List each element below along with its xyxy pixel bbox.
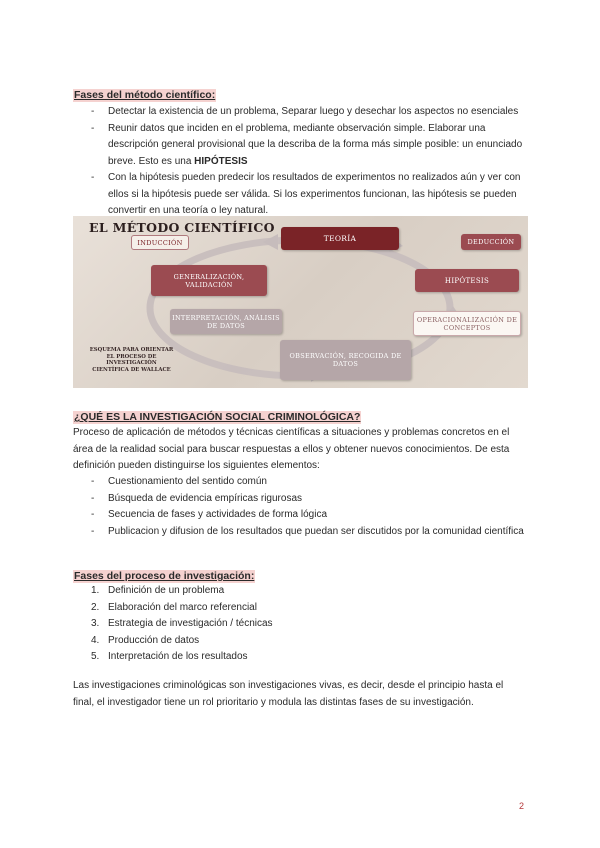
section-heading-fases: Fases del proceso de investigación: [74, 570, 255, 582]
list-item: - Con la hipótesis pueden predecir los resultados de experimentos no realizados aún y ver con ellos si la hipótesis puede ser válida. Si los experimentos funcionan, las hipótesis se pueden convertir en una teoría o ley natural. [108, 170, 526, 220]
observacion-box: OBSERVACIÓN, RECOGIDA DE DATOS [280, 340, 411, 380]
list-item: 5. Interpretación de los resultados [91, 651, 248, 662]
list-item: 3. Estrategia de investigación / técnicas [91, 618, 273, 629]
list-item: - Cuestionamiento del sentido común [108, 474, 526, 491]
hipotesis-box: HIPÓTESIS [415, 269, 519, 292]
definition-paragraph: Proceso de aplicación de métodos y técnicas científicas a situaciones y problemas concretos en el área de la realidad social para buscar respuestas a ellos y obtener nuevos conocimientos. De esta definición pueden distinguirse los siguientes elementos: [73, 427, 510, 471]
list-item: 1. Definición de un problema [91, 585, 225, 596]
page-number: 2 [519, 801, 525, 811]
arrow-head [263, 234, 278, 250]
list-item: - Detectar la existencia de un problema, Separar luego y desechar los aspectos no esenciales [108, 104, 526, 121]
list-item: - Reunir datos que inciden en el problema, mediante observación simple. Elaborar una descripción general provisional que la describa de la forma más simple posible: un enunciado breve. Esto es una HIPÓTESIS [108, 121, 526, 171]
interpretacion-box: INTERPRETACIÓN, ANÁLISIS DE DATOS [170, 309, 282, 334]
diagram-title: EL MÉTODO CIENTÍFICO [89, 220, 275, 235]
closing-paragraph: Las investigaciones criminológicas son investigaciones vivas, es decir, desde el principio hasta el final, el investigador tiene un rol prioritario y modula las distintas fases de su investigación. [73, 680, 504, 708]
diagram-caption: ESQUEMA PARA ORIENTAR EL PROCESO DE INVESTIGACIÓN CIENTÍFICA DE WALLACE [89, 347, 174, 373]
teoria-box: TEORÍA [281, 227, 399, 250]
list-item: 2. Elaboración del marco referencial [91, 601, 257, 613]
metodo-list [108, 104, 526, 220]
operacionalizacion-box: OPERACIONALIZACIÓN DE CONCEPTOS [413, 311, 521, 336]
section-heading-metodo: Fases del método científico: [74, 89, 216, 101]
section-heading-investigacion: ¿QUÉ ES LA INVESTIGACIÓN SOCIAL CRIMINOLÓGICA? [74, 411, 361, 423]
elements-list [108, 474, 526, 540]
fases-list [91, 583, 526, 666]
metodo-cientifico-diagram [73, 216, 528, 388]
generalizacion-box: GENERALIZACIÓN, VALIDACIÓN [151, 265, 267, 296]
induccion-box: INDUCCIÓN [131, 235, 189, 250]
list-item: - Publicacion y difusion de los resultados que puedan ser discutidos por la comunidad científica [108, 524, 526, 541]
list-item: - Secuencia de fases y actividades de forma lógica [108, 507, 526, 524]
list-item: - Búsqueda de evidencia empíricas rigurosas [108, 491, 526, 508]
hipotesis-bold: HIPÓTESIS [194, 155, 248, 167]
deduccion-box: DEDUCCIÓN [461, 234, 521, 250]
list-item: 4. Producción de datos [91, 634, 200, 646]
